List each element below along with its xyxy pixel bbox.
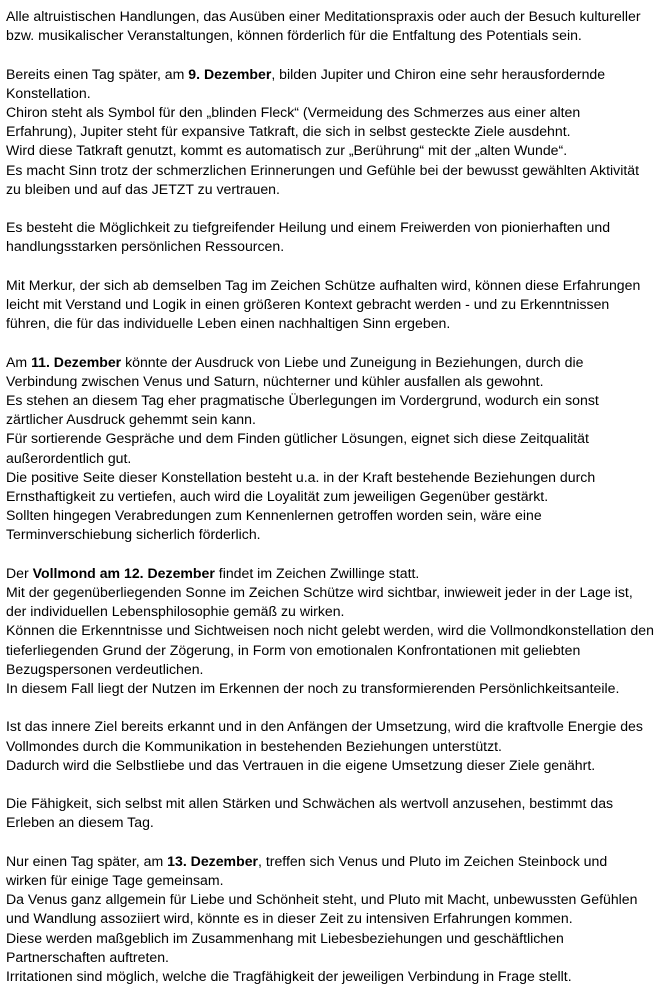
text-segment: außerordentlich gut. bbox=[6, 449, 132, 466]
text-segment: könnte der Ausdruck von Liebe und Zuneigung in Beziehungen, durch die bbox=[121, 353, 584, 370]
text-segment: tieferliegenden Grund der Zögerung, in Form von emotionalen Konfrontationen mit geliebten bbox=[6, 641, 581, 658]
text-line bbox=[6, 525, 633, 544]
text-line bbox=[6, 26, 633, 45]
text-segment: Können die Erkenntnisse und Sichtweisen noch nicht gelebt werden, wird die Vollmondkonstellation den bbox=[6, 622, 654, 639]
text-segment: Mit der gegenüberliegenden Sonne im Zeichen Schütze wird sichtbar, inwieweit jeder in der Lage ist, bbox=[6, 584, 633, 601]
bold-date-text: 9. Dezember bbox=[188, 65, 272, 82]
text-line bbox=[6, 7, 641, 26]
text-segment: Da Venus ganz allgemein für Liebe und Schönheit steht, und Pluto mit Macht, unbewussten Gefühlen bbox=[6, 891, 638, 908]
paragraph bbox=[6, 276, 641, 334]
text-line bbox=[6, 103, 633, 122]
text-segment: Wird diese Tatkraft genutzt, kommt es automatisch zur „Berührung“ mit der „alten Wunde“. bbox=[6, 142, 568, 159]
text-segment: Es stehen an diesem Tag eher pragmatische Überlegungen im Vordergrund, wodurch ein sonst bbox=[6, 392, 599, 408]
bold-date-text: 11. Dezember bbox=[31, 353, 122, 370]
text-line bbox=[6, 161, 639, 180]
text-segment: Verbindung zwischen Venus und Saturn, nüchterner und kühler ausfallen als gewohnt. bbox=[6, 372, 544, 389]
text-line bbox=[6, 621, 654, 640]
text-line bbox=[6, 794, 633, 813]
text-line bbox=[6, 717, 643, 736]
text-segment: zärtlicher Ausdruck gehemmt sein kann. bbox=[6, 411, 256, 428]
text-segment: Die Fähigkeit, sich selbst mit allen Stärken und Schwächen als wertvoll anzusehen, bestimmt das bbox=[6, 795, 614, 812]
text-segment: Nur einen Tag später, am bbox=[6, 852, 168, 869]
text-segment: , bilden Jupiter und Chiron eine sehr herausfordernde bbox=[271, 65, 606, 82]
text-segment: Es besteht die Möglichkeit zu tiefgreifender Heilung und einem Freiwerden von pionierhaften und bbox=[6, 219, 611, 236]
text-line bbox=[6, 276, 641, 295]
text-segment: Für sortierende Gespräche und dem Finden gütlicher Lösungen, eignet sich diese Zeitqualität bbox=[6, 430, 589, 447]
text-segment: Ist das innere Ziel bereits erkannt und in den Anfängen der Umsetzung, wird die kraftvolle Energie des bbox=[6, 718, 643, 735]
text-line bbox=[6, 737, 633, 756]
paragraph bbox=[6, 794, 633, 832]
text-segment: und Wandlung assoziiert wird, könnte es in dieser Zeit zu intensiven Erfahrungen kommen. bbox=[6, 910, 573, 927]
text-line bbox=[6, 871, 633, 890]
paragraph bbox=[6, 353, 633, 545]
text-line bbox=[6, 295, 633, 314]
text-segment: In diesem Fall liegt der Nutzen im Erkennen der noch zu transformierenden Persönlichkeitsanteile. bbox=[6, 680, 620, 697]
text-line bbox=[6, 372, 633, 391]
text-line bbox=[6, 314, 633, 333]
text-segment: Bezugspersonen verdeutlichen. bbox=[6, 660, 204, 677]
text-segment: Partnerschaften auftreten. bbox=[6, 948, 169, 965]
text-line bbox=[6, 449, 633, 468]
paragraph bbox=[6, 717, 643, 775]
text-line bbox=[6, 122, 633, 141]
paragraph bbox=[6, 564, 654, 698]
text-line bbox=[6, 813, 633, 832]
text-segment: Bereits einen Tag später, am bbox=[6, 65, 189, 82]
text-segment: handlungsstarken persönlichen Ressourcen. bbox=[6, 238, 285, 255]
text-line bbox=[6, 506, 633, 525]
text-line bbox=[6, 852, 633, 871]
text-segment: Alle altruistischen Handlungen, das Ausüben einer Meditationspraxis oder auch der Besuch kultureller bbox=[6, 8, 641, 24]
paragraph bbox=[6, 218, 633, 256]
text-segment: Erfahrung), Jupiter steht für expansive Tatkraft, die sich in selbst gesteckte Ziele ausdehnt. bbox=[6, 123, 571, 140]
text-line bbox=[6, 468, 633, 487]
text-line bbox=[6, 641, 633, 660]
text-segment: Vollmondes durch die Kommunikation in bestehenden Beziehungen unterstützt. bbox=[6, 737, 502, 754]
paragraph bbox=[6, 852, 638, 986]
text-line bbox=[6, 583, 633, 602]
text-line bbox=[6, 929, 633, 948]
text-line bbox=[6, 967, 633, 986]
text-line bbox=[6, 391, 633, 410]
text-segment: führen, die für das individuelle Leben einen nachhaltigen Sinn ergeben. bbox=[6, 315, 451, 332]
text-line bbox=[6, 84, 633, 103]
text-line bbox=[6, 237, 633, 256]
text-segment: Irritationen sind möglich, welche die Tragfähigkeit der jeweiligen Verbindung in Frage stellt. bbox=[6, 968, 572, 985]
text-segment: Am bbox=[6, 353, 32, 370]
text-segment: wirken für einige Tage gemeinsam. bbox=[6, 872, 224, 889]
text-segment: Chiron steht als Symbol für den „blinden Fleck“ (Vermeidung des Schmerzes aus einer alten bbox=[6, 104, 581, 120]
text-segment: , treffen sich Venus und Pluto im Zeichen Steinbock und bbox=[258, 852, 608, 869]
text-segment: Terminverschiebung sicherlich förderlich. bbox=[6, 526, 261, 543]
text-segment: Der bbox=[6, 564, 33, 581]
text-line bbox=[6, 65, 633, 84]
paragraph bbox=[6, 7, 641, 45]
text-segment: Sollten hingegen Verabredungen zum Kennenlernen getroffen worden sein, wäre eine bbox=[6, 507, 542, 524]
bold-date-text: Vollmond am 12. Dezember bbox=[32, 564, 215, 581]
paragraph bbox=[6, 65, 639, 199]
text-segment: findet im Zeichen Zwillinge statt. bbox=[214, 564, 420, 581]
text-segment: Ernsthaftigkeit zu vertiefen, auch wird die Loyalität zum jeweiligen Gegenüber gestärkt. bbox=[6, 488, 549, 505]
text-line bbox=[6, 948, 633, 967]
text-line bbox=[6, 890, 638, 909]
text-line bbox=[6, 564, 633, 583]
text-line bbox=[6, 487, 633, 506]
text-segment: Diese werden maßgeblich im Zusammenhang mit Liebesbeziehungen und geschäftlichen bbox=[6, 929, 564, 946]
text-segment: zu bleiben und auf das JETZT zu vertrauen. bbox=[6, 180, 280, 197]
text-line bbox=[6, 180, 633, 199]
text-line bbox=[6, 218, 633, 237]
text-line bbox=[6, 410, 633, 429]
text-segment: Erleben an diesem Tag. bbox=[6, 814, 154, 831]
text-segment: Die positive Seite dieser Konstellation besteht u.a. in der Kraft bestehende Beziehungen durch bbox=[6, 468, 596, 485]
text-line bbox=[6, 909, 633, 928]
text-line bbox=[6, 141, 633, 160]
text-line bbox=[6, 756, 633, 775]
text-segment: der individuellen Lebensphilosophie gemäß zu wirken. bbox=[6, 603, 345, 620]
text-line bbox=[6, 602, 633, 621]
text-segment: leicht mit Verstand und Logik in einen größeren Kontext gebracht werden - und zu Erkenntnissen bbox=[6, 296, 610, 312]
text-segment: Es macht Sinn trotz der schmerzlichen Erinnerungen und Gefühle bei der bewusst gewählten Aktivität bbox=[6, 161, 639, 178]
text-line bbox=[6, 660, 633, 679]
text-segment: Konstellation. bbox=[6, 84, 91, 101]
text-segment: bzw. musikalischer Veranstaltungen, können förderlich für die Entfaltung des Potentials sein. bbox=[6, 27, 582, 44]
text-line bbox=[6, 353, 633, 372]
text-segment: Dadurch wird die Selbstliebe und das Vertrauen in die eigene Umsetzung dieser Ziele genährt. bbox=[6, 756, 596, 773]
text-line bbox=[6, 679, 633, 698]
text-segment: Mit Merkur, der sich ab demselben Tag im Zeichen Schütze aufhalten wird, können diese Erfahrungen bbox=[6, 276, 641, 293]
text-line bbox=[6, 429, 633, 448]
bold-date-text: 13. Dezember bbox=[167, 852, 259, 869]
